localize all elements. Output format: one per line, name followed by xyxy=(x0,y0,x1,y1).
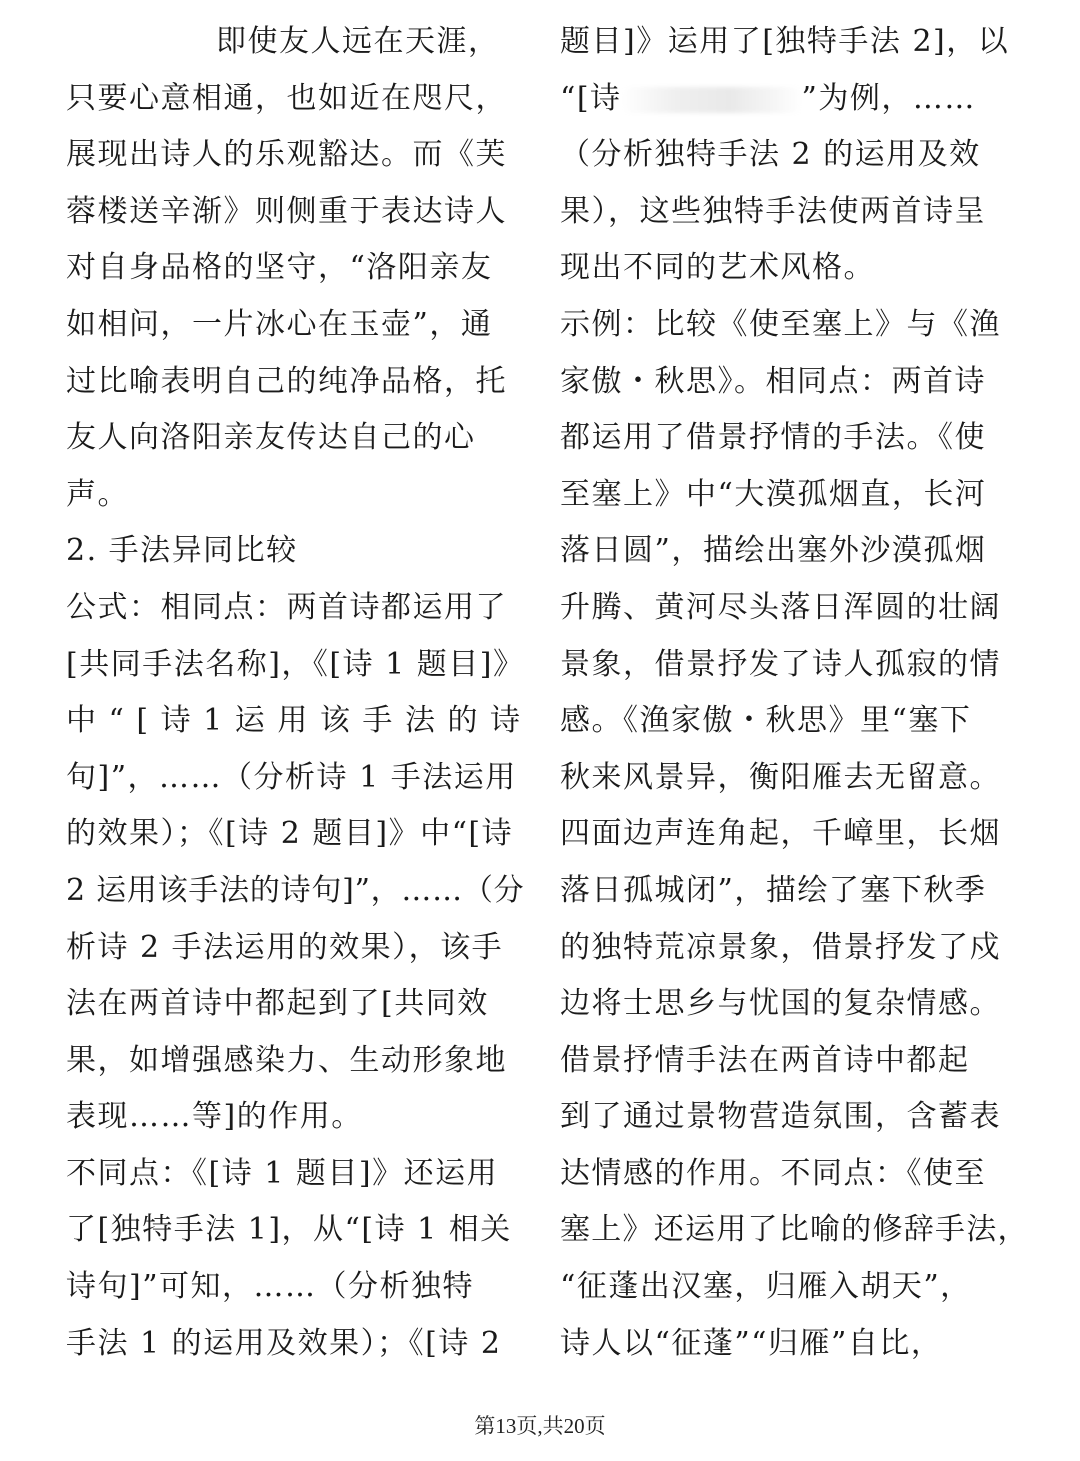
text-line: 都运用了借景抒情的手法。《使 xyxy=(560,420,986,456)
text-line: 边将士思乡与忧国的复杂情感。 xyxy=(560,986,1001,1022)
text-line: 公式：相同点：两首诗都运用了 xyxy=(66,589,507,625)
text-line: [共同手法名称]，《[诗 1 题目]》 xyxy=(66,646,525,682)
text-line: 过比喻表明自己的纯净品格，托 xyxy=(66,363,507,399)
text-line: 果），这些独特手法使两首诗呈 xyxy=(560,193,986,229)
text-line: 借景抒情手法在两首诗中都起 xyxy=(560,1042,970,1078)
text-line: 只要心意相通，也如近在咫尺， xyxy=(66,80,507,116)
text-line: 到了通过景物营造氛围，含蓄表 xyxy=(560,1099,1001,1135)
text-line: 诗句]”可知，……（分析独特 xyxy=(66,1269,475,1305)
text-line: 法在两首诗中都起到了[共同效 xyxy=(66,986,489,1022)
text-line: 析诗 2 手法运用的效果），该手 xyxy=(66,929,504,965)
text-line: （分析独特手法 2 的运用及效 xyxy=(560,137,981,173)
text-line: 友人向洛阳亲友传达自己的心 xyxy=(66,420,476,456)
text-line: 至塞上》中“大漠孤烟直，长河 xyxy=(560,476,987,512)
left-column xyxy=(66,14,526,1372)
text-line: 如相问，一片冰心在玉壶”，通 xyxy=(66,306,493,342)
text-line: 不同点：《[诗 1 题目]》还运用 xyxy=(66,1155,499,1191)
text-line: 示例：比较《使至塞上》与《渔 xyxy=(560,306,1001,342)
text-line: 现出不同的艺术风格。 xyxy=(560,250,875,286)
text-line: 的独特荒凉景象，借景抒发了戍 xyxy=(560,929,1001,965)
text-line: 题目]》运用了[独特手法 2]，以 xyxy=(560,24,1010,59)
section-heading: 2. 手法异同比较 xyxy=(66,533,298,569)
text-line: 景象，借景抒发了诗人孤寂的情 xyxy=(560,646,1001,682)
text-line: 塞上》还运用了比喻的修辞手法， xyxy=(560,1212,1029,1248)
blurred-region xyxy=(622,87,802,113)
text-line: 果，如增强感染力、生动形象地 xyxy=(66,1042,507,1078)
page-number: 第13页,共20页 xyxy=(474,1414,606,1438)
text-fragment: ”为例，…… xyxy=(801,80,976,116)
text-line: 达情感的作用。不同点：《使至 xyxy=(560,1155,986,1191)
text-line: 落日圆”，描绘出塞外沙漠孤烟 xyxy=(560,533,987,569)
text-line: 落日孤城闭”，描绘了塞下秋季 xyxy=(560,872,987,908)
text-line: 表现……等]的作用。 xyxy=(66,1099,363,1135)
text-line: 升腾、黄河尽头落日浑圆的壮阔 xyxy=(560,589,1001,625)
right-column xyxy=(560,14,1030,1372)
text-line: 感。《渔家傲・秋思》里“塞下 xyxy=(560,703,972,739)
text-line: 即使友人远在天涯， xyxy=(216,24,500,59)
text-fragment: “[诗 xyxy=(560,80,622,116)
text-line: 展现出诗人的乐观豁达。而《芙 xyxy=(66,137,507,173)
text-line: 家傲・秋思》。相同点：两首诗 xyxy=(560,363,986,399)
text-line: 2 运用该手法的诗句]”，……（分 xyxy=(66,872,525,908)
text-line: 声。 xyxy=(66,476,129,512)
text-line: 蓉楼送辛渐》则侧重于表达诗人 xyxy=(66,193,507,229)
text-line: 的效果）；《[诗 2 题目]》中“[诗 xyxy=(66,816,514,852)
text-line: 手法 1 的运用及效果）；《[诗 2 xyxy=(66,1325,502,1361)
text-line: 了[独特手法 1]，从“[诗 1 相关 xyxy=(66,1212,512,1248)
text-line: 四面边声连角起，千嶂里，长烟 xyxy=(560,816,1001,852)
text-line: 秋来风景异，衡阳雁去无留意。 xyxy=(560,759,1001,795)
text-line: 诗人以“征蓬”“归雁”自比， xyxy=(560,1325,943,1361)
text-line: 中 “ [ 诗 1 运 用 该 手 法 的 诗 xyxy=(66,703,522,739)
text-line: “征蓬出汉塞，归雁入胡天”， xyxy=(560,1269,972,1305)
text-line xyxy=(560,71,1030,128)
text-line: 句]”，……（分析诗 1 手法运用 xyxy=(66,759,517,795)
text-line: 对自身品格的坚守，“洛阳亲友 xyxy=(66,250,493,286)
